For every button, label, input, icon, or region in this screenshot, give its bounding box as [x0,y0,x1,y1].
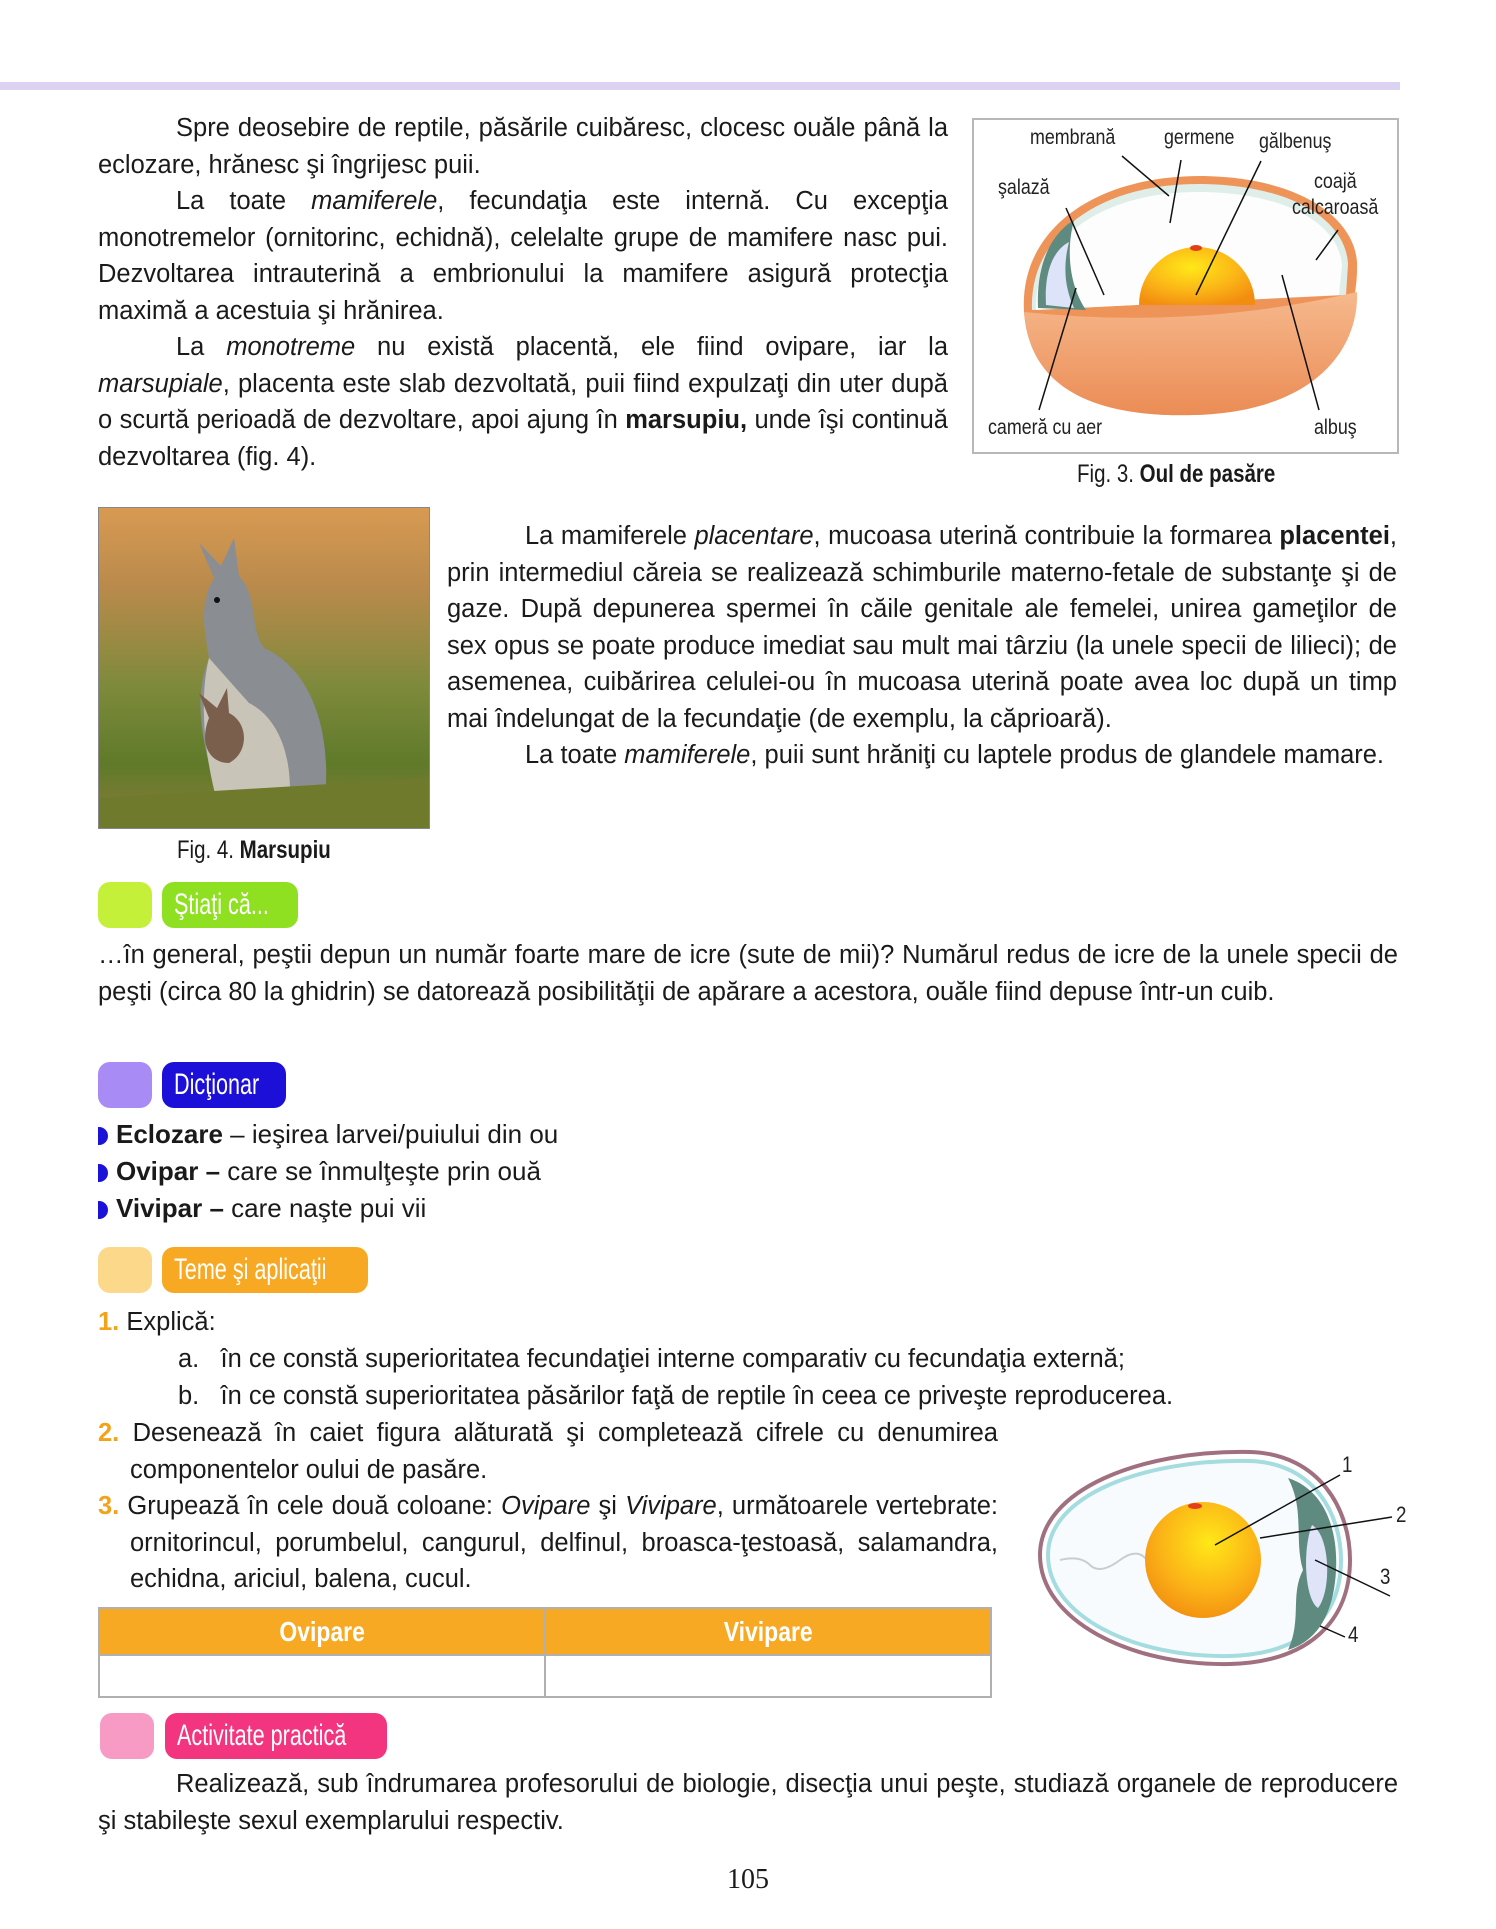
ovipare-vivipare-table [98,1607,992,1698]
top-divider [0,82,1400,90]
dictionar-item: Vivipar – care naşte pui vii [98,1190,558,1227]
page-number: 105 [727,1864,769,1895]
dictionar-item: Ovipar – care se înmulţeşte prin ouă [98,1153,558,1190]
egg-diagram-figure [972,118,1399,454]
dictionar-list [98,1116,558,1227]
egg-numbered-diagram [1020,1430,1420,1680]
placentare-text [447,518,1397,774]
kangaroo-with-joey-image [99,508,429,828]
dictionar-heading-badge: Dicţionar [162,1062,286,1108]
egg-number-3: 3 [1380,1564,1391,1589]
dictionar-item: Eclozare – ieşirea larvei/puiului din ou [98,1116,558,1153]
teme-square-marker [98,1247,152,1293]
egg-number-4: 4 [1348,1622,1359,1647]
egg-top-view-illustration [1020,1430,1420,1680]
activitate-heading-badge: Activitate practică [165,1713,387,1759]
label-coaja: coajă [1314,170,1357,193]
bullet-icon [98,1127,108,1145]
egg-number-1: 1 [1342,1452,1353,1477]
table-header-vivipare: Vivipare [545,1608,991,1655]
stiati-text: …în general, peştii depun un număr foarte mare de icre (sute de mii)? Numărul redus de icre de la unele specii de peşti (circa 80 la ghidrin) se datorează posibilităţii de apărare a acestora, ouăle fiind depuse într-un cuib. [98,941,1398,1006]
egg-number-2: 2 [1396,1502,1407,1527]
stiati-heading-badge: Ştiaţi că... [162,882,298,928]
question-1a: a. în ce constă superioritatea fecundaţiei interne comparativ cu fecundaţia externă; [178,1345,1125,1373]
label-camera-cu-aer: cameră cu aer [988,416,1103,439]
question-1: 1. Explică: [98,1308,216,1336]
table-cell-ovipare[interactable] [99,1655,545,1697]
intro-paragraph-1: Spre deosebire de reptile, păsările cuibăresc, clocesc ouăle până la eclozare, hrănesc şi îngrijesc puii. [98,114,948,179]
table-header-ovipare: Ovipare [99,1608,545,1655]
intro-paragraph-2: La toate mamiferele, fecundaţia este internă. Cu excepţia monotremelor (ornitorinc, echidnă), celelalte grupe de mamifere nasc pui. Dezvoltarea intrauterină a embrionului la mamifere asigură protecţia maximă a acestuia şi hrănirea. [98,187,948,325]
fig4-caption: Fig. 4. Marsupiu [177,836,331,864]
fig3-caption: Fig. 3. Oul de pasăre [1077,460,1276,488]
label-membrana: membrană [1030,126,1116,149]
label-germene: germene [1164,126,1235,149]
bullet-icon [98,1164,108,1182]
label-calcaroasa: calcaroasă [1292,196,1379,219]
label-salaza: şalază [998,176,1050,199]
question-1b: b. în ce constă superioritatea păsărilor faţă de reptile în ceea ce priveşte reproducerea. [178,1382,1174,1410]
intro-text [98,110,948,475]
stiati-square-marker [98,882,152,928]
question-3: 3. Grupează în cele două coloane: Ovipare şi Vivipare, următoarele vertebrate: ornitorincul, porumbelul, cangurul, delfinul, broasca-ţestoasă, salamandra, echidna, ariciul, balena, cucul. [98,1492,999,1593]
activitate-text: Realizează, sub îndrumarea profesorului de biologie, disecţia unui peşte, studiază organele de reproducere şi stabileşte sexul exemplarului respectiv. [98,1770,1398,1835]
question-2: 2. Desenează în caiet figura alăturată şi completează cifrele cu denumirea componentelor oului de pasăre. [98,1419,998,1484]
table-cell-vivipare[interactable] [545,1655,991,1697]
label-albus: albuş [1314,416,1357,439]
teme-heading-badge: Teme şi aplicaţii [162,1247,368,1293]
question-2-3 [98,1415,998,1598]
bullet-icon [98,1201,108,1219]
label-galbenus: gălbenuş [1259,130,1332,153]
placentare-paragraph-2: La toate mamiferele, puii sunt hrăniţi cu laptele produs de glandele mamare. [525,741,1385,769]
dictionar-square-marker [98,1062,152,1108]
kangaroo-photo [98,507,430,829]
placentare-paragraph-1: La mamiferele placentare, mucoasa uterină contribuie la formarea placentei, prin intermediul căreia se realizează schimburile materno-fetale de substanţe şi de gaze. După depunerea spermei în căile genitale ale femelei, unirea gameţilor de sex opus se poate produce imediat sau mult mai târziu (la unele specii de lilieci); de asemenea, cuibărirea celulei-ou în mucoasa uterină poate avea loc după un timp mai îndelungat de la fecundaţie (de exemplu, la căprioară). [447,522,1397,733]
activitate-square-marker [100,1713,154,1759]
intro-paragraph-3: La monotreme nu există placentă, ele fiind ovipare, iar la marsupiale, placenta este slab dezvoltată, puii fiind expulzaţi din uter după o scurtă perioadă de dezvoltare, apoi ajung în marsupiu, unde îşi continuă dezvoltarea (fig. 4). [98,333,948,471]
